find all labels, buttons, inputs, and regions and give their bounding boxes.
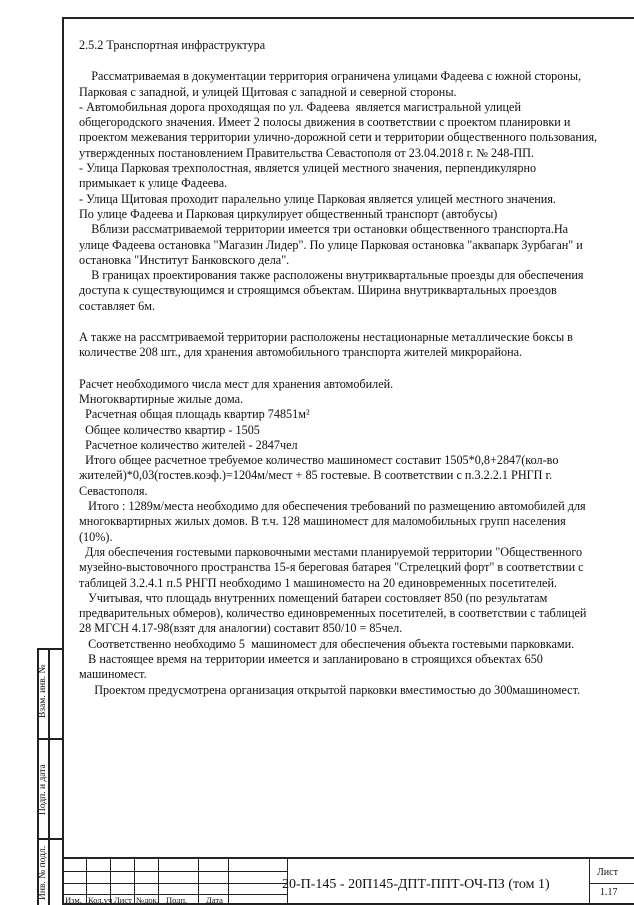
text-line: В настоящее время на территории имеется и запланировано в строящихся объектах 650	[79, 651, 543, 666]
col-ndok: №док.	[136, 895, 159, 905]
text-line: машиномест.	[79, 667, 147, 682]
text-line: Проектом предусмотрена организация открытой парковки вместимостью до 300машиномест.	[79, 682, 581, 697]
text-line: улице Фадеева остановка "Магазин Лидер". По улице Парковая остановка "аквапарк Зурбаган" и	[79, 237, 583, 252]
text-line: Общее количество квартир - 1505	[79, 422, 260, 437]
text-line: (10%).	[79, 529, 113, 544]
paragraph-gap	[79, 361, 624, 377]
col-list: Лист	[114, 895, 132, 905]
text-line: проектом межевания территории улично-дорожной сети и территории общественного пользования,	[79, 130, 598, 145]
page-frame-top	[62, 17, 634, 19]
text-line: 28 МГСН 4.17-98(взят для аналогии) составит 850/10 = 85чел.	[79, 621, 403, 636]
text-line: Рассматриваемая в документации территория ограничена улицами Фадеева с южной стороны,	[79, 69, 582, 84]
text-line: По улице Фадеева и Парковая циркулирует общественный транспорт (автобусы)	[79, 206, 498, 221]
text-line: Для обеспечения гостевыми парковочными местами планируемой территории "Общественного	[79, 544, 583, 559]
text-line: остановка "Институт Банковского дела".	[79, 252, 290, 267]
document-body	[79, 38, 624, 698]
col-data: Дата	[206, 895, 223, 905]
text-line: А также на рассмтриваемой территории расположены нестационарные металлические боксы в	[79, 330, 573, 345]
side-stamp-divider	[48, 648, 50, 905]
text-line: Расчет необходимого числа мест для хранения автомобилей.	[79, 376, 394, 391]
text-line: Вблизи рассматриваемой территории имеется три остановки общественного транспорта.На	[79, 222, 569, 237]
text-line: - Улица Щитовая проходит паралельно улице Парковая является улицей местного значения.	[79, 191, 556, 206]
page-frame-left	[62, 17, 64, 905]
text-line: жителей)*0,03(гостев.коэф.)=1204м/мест + 85 гостевые. В соответствии с п.3.2.2.1 РНГП г.	[79, 468, 553, 483]
text-line: музейно-выстовочного пространства 15-я береговая батарея "Стрелецкий форт" в соответствии с	[79, 560, 584, 575]
section-title: 2.5.2 Транспортная инфраструктура	[79, 38, 266, 52]
text-line: Соответственно необходимо 5 машиномест для обеспечения объекта гостевыми парковками.	[79, 636, 575, 651]
text-line: Учитывая, что площадь внутренних помещений батареи состовляет 850 (по результатам	[79, 590, 548, 605]
text-line: Парковая с западной, и улицей Щитовая с западной и северной стороны.	[79, 84, 457, 99]
text-line: предварительных обмеров), количество единовременных посетителей, в соответствии с таблицей	[79, 606, 587, 621]
text-line: утвержденных постановлением Правительства Севастополя от 23.04.2018 г. № 248-ПП.	[79, 145, 535, 160]
sheet-label: Лист	[597, 867, 618, 878]
text-line: Севастополя.	[79, 483, 148, 498]
side-stamp-label-3: Инв. № подл.	[38, 845, 48, 900]
paragraph-gap	[79, 314, 624, 330]
text-line: Итого : 1289м/места необходимо для обеспечения требований по размещению автомобилей для	[79, 499, 586, 514]
text-line: В границах проектирования также расположены внутриквартальные проезды для обеспечения	[79, 268, 584, 283]
text-line: Итого общее расчетное требуемое количество машиномест составит 1505*0,8+2847(кол-во	[79, 453, 559, 468]
text-line: Расчетная общая площадь квартир 74851м²	[79, 407, 310, 422]
text-line: Расчетное количество жителей - 2847чел	[79, 437, 298, 452]
document-code: 20-П-145 - 20П145-ДПТ-ППТ-ОЧ-ПЗ (том 1)	[282, 877, 550, 892]
text-line: Многоквартирные жилые дома.	[79, 391, 244, 406]
text-line: многоквартирных жилых домов. В т.ч. 128 машиномест для маломобильных групп населения	[79, 514, 566, 529]
text-line: таблицей 3.2.4.1 п.5 РНГП необходимо 1 машиноместо на 20 единовременных посетителей.	[79, 575, 558, 590]
text-line: общегородского значения. Имеет 2 полосы движения в соответствии с проектом планировки и	[79, 115, 571, 130]
col-izm: Изм.	[65, 895, 82, 905]
text-line: доступа к существующимся и строящимся объектам. Ширина внутриквартальных проездов	[79, 283, 557, 298]
side-stamp-label-1: Взам. инв. №	[38, 664, 48, 718]
col-kol-uch: Кол.уч	[88, 895, 113, 905]
text-line: примыкает к улице Фадеева.	[79, 176, 228, 191]
sheet-number: 1.17	[600, 887, 618, 898]
text-line: количестве 208 шт., для хранения автомобильного транспорта жителей микрорайона.	[79, 345, 523, 360]
side-stamp-label-2: Подп. и дата	[38, 764, 48, 815]
body-text	[79, 69, 624, 698]
col-podp: Подп.	[166, 895, 188, 905]
title-block	[62, 857, 634, 905]
text-line: - Улица Парковая трехполостная, является улицей местного значения, перпендикулярно	[79, 161, 537, 176]
text-line: - Автомобильная дорога проходящая по ул. Фадеева является магистральной улицей	[79, 99, 521, 114]
text-line: составляет 6м.	[79, 298, 156, 313]
